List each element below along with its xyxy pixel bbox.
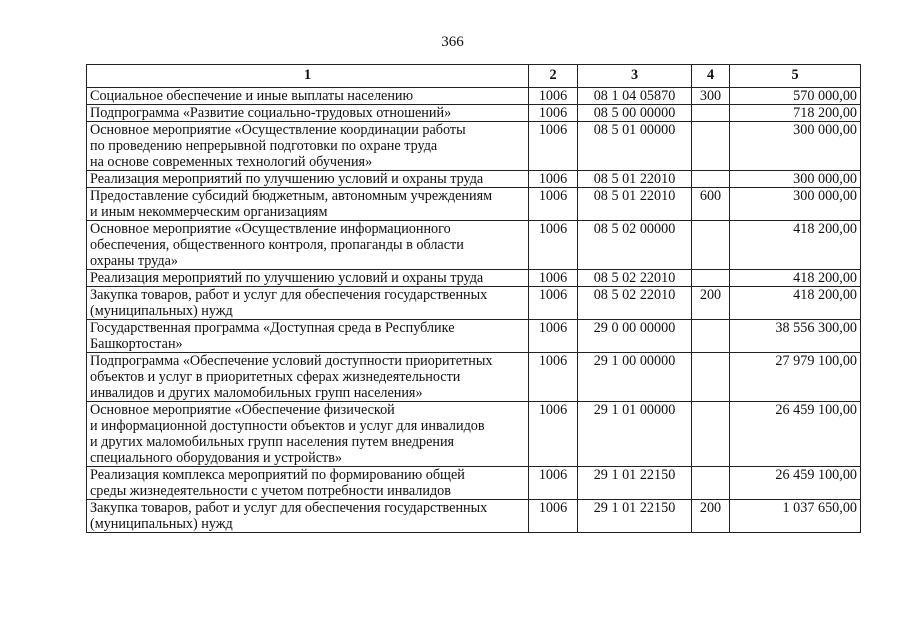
row-amount-cell: 418 200,00 xyxy=(730,287,861,320)
table-row xyxy=(87,500,861,533)
row-expense-type-cell xyxy=(692,353,730,402)
row-amount-cell: 300 000,00 xyxy=(730,188,861,221)
table-row xyxy=(87,221,861,270)
column-header: 4 xyxy=(692,65,730,88)
row-expense-type-cell: 300 xyxy=(692,88,730,105)
row-target-code-cell: 08 5 01 00000 xyxy=(578,122,692,171)
row-section-code-cell: 1006 xyxy=(529,467,578,500)
row-name-cell: Реализация мероприятий по улучшению условий и охраны труда xyxy=(87,270,529,287)
row-expense-type-cell xyxy=(692,105,730,122)
row-target-code-cell: 08 5 02 00000 xyxy=(578,221,692,270)
row-name-cell: Реализация мероприятий по улучшению условий и охраны труда xyxy=(87,171,529,188)
row-section-code-cell: 1006 xyxy=(529,171,578,188)
row-section-code-cell: 1006 xyxy=(529,188,578,221)
table-row xyxy=(87,353,861,402)
row-section-code-cell: 1006 xyxy=(529,287,578,320)
table-row xyxy=(87,105,861,122)
row-target-code-cell: 29 0 00 00000 xyxy=(578,320,692,353)
table-row xyxy=(87,287,861,320)
row-name-cell: Основное мероприятие «Осуществление информационного обеспечения, общественного контроля, пропаганды в области охраны труда» xyxy=(87,221,529,270)
row-amount-cell: 418 200,00 xyxy=(730,221,861,270)
row-section-code-cell: 1006 xyxy=(529,500,578,533)
table-header-row xyxy=(87,65,861,88)
row-amount-cell: 26 459 100,00 xyxy=(730,467,861,500)
row-amount-cell: 1 037 650,00 xyxy=(730,500,861,533)
row-name-cell: Подпрограмма «Развитие социально-трудовых отношений» xyxy=(87,105,529,122)
row-expense-type-cell xyxy=(692,320,730,353)
row-name-cell: Основное мероприятие «Осуществление координации работы по проведению непрерывной подготовки по охране труда на основе современных технологий обучения» xyxy=(87,122,529,171)
column-header: 5 xyxy=(730,65,861,88)
row-amount-cell: 718 200,00 xyxy=(730,105,861,122)
row-expense-type-cell xyxy=(692,467,730,500)
budget-table xyxy=(86,64,861,533)
row-section-code-cell: 1006 xyxy=(529,270,578,287)
row-section-code-cell: 1006 xyxy=(529,88,578,105)
row-target-code-cell: 08 1 04 05870 xyxy=(578,88,692,105)
column-header: 1 xyxy=(87,65,529,88)
row-name-cell: Подпрограмма «Обеспечение условий доступности приоритетных объектов и услуг в приоритетных сферах жизнедеятельности инвалидов и других маломобильных групп населения» xyxy=(87,353,529,402)
row-amount-cell: 27 979 100,00 xyxy=(730,353,861,402)
table-row xyxy=(87,270,861,287)
page-number: 366 xyxy=(441,34,464,50)
row-target-code-cell: 08 5 01 22010 xyxy=(578,171,692,188)
row-expense-type-cell xyxy=(692,221,730,270)
row-target-code-cell: 29 1 01 00000 xyxy=(578,402,692,467)
table-row xyxy=(87,171,861,188)
table-row xyxy=(87,122,861,171)
row-amount-cell: 300 000,00 xyxy=(730,171,861,188)
row-target-code-cell: 08 5 01 22010 xyxy=(578,188,692,221)
row-expense-type-cell xyxy=(692,270,730,287)
row-name-cell: Основное мероприятие «Обеспечение физической и информационной доступности объектов и услуг для инвалидов и других маломобильных групп населения путем внедрения специального оборудования и устройств» xyxy=(87,402,529,467)
table-row xyxy=(87,188,861,221)
table-row xyxy=(87,320,861,353)
row-amount-cell: 418 200,00 xyxy=(730,270,861,287)
row-name-cell: Закупка товаров, работ и услуг для обеспечения государственных (муниципальных) нужд xyxy=(87,287,529,320)
row-expense-type-cell xyxy=(692,171,730,188)
row-amount-cell: 570 000,00 xyxy=(730,88,861,105)
row-name-cell: Закупка товаров, работ и услуг для обеспечения государственных (муниципальных) нужд xyxy=(87,500,529,533)
row-section-code-cell: 1006 xyxy=(529,320,578,353)
row-section-code-cell: 1006 xyxy=(529,221,578,270)
row-target-code-cell: 08 5 02 22010 xyxy=(578,270,692,287)
row-section-code-cell: 1006 xyxy=(529,353,578,402)
row-target-code-cell: 08 5 02 22010 xyxy=(578,287,692,320)
row-section-code-cell: 1006 xyxy=(529,122,578,171)
row-section-code-cell: 1006 xyxy=(529,402,578,467)
row-expense-type-cell xyxy=(692,402,730,467)
table-row xyxy=(87,88,861,105)
row-target-code-cell: 29 1 01 22150 xyxy=(578,467,692,500)
row-name-cell: Государственная программа «Доступная среда в Республике Башкортостан» xyxy=(87,320,529,353)
row-expense-type-cell: 200 xyxy=(692,500,730,533)
row-expense-type-cell: 600 xyxy=(692,188,730,221)
row-section-code-cell: 1006 xyxy=(529,105,578,122)
row-target-code-cell: 08 5 00 00000 xyxy=(578,105,692,122)
row-amount-cell: 38 556 300,00 xyxy=(730,320,861,353)
row-name-cell: Предоставление субсидий бюджетным, автономным учреждениям и иным некоммерческим организациям xyxy=(87,188,529,221)
row-amount-cell: 300 000,00 xyxy=(730,122,861,171)
row-target-code-cell: 29 1 01 22150 xyxy=(578,500,692,533)
row-name-cell: Социальное обеспечение и иные выплаты населению xyxy=(87,88,529,105)
table-row xyxy=(87,402,861,467)
column-header: 3 xyxy=(578,65,692,88)
row-expense-type-cell: 200 xyxy=(692,287,730,320)
row-name-cell: Реализация комплекса мероприятий по формированию общей среды жизнедеятельности с учетом потребности инвалидов xyxy=(87,467,529,500)
row-target-code-cell: 29 1 00 00000 xyxy=(578,353,692,402)
column-header: 2 xyxy=(529,65,578,88)
row-expense-type-cell xyxy=(692,122,730,171)
table-row xyxy=(87,467,861,500)
row-amount-cell: 26 459 100,00 xyxy=(730,402,861,467)
